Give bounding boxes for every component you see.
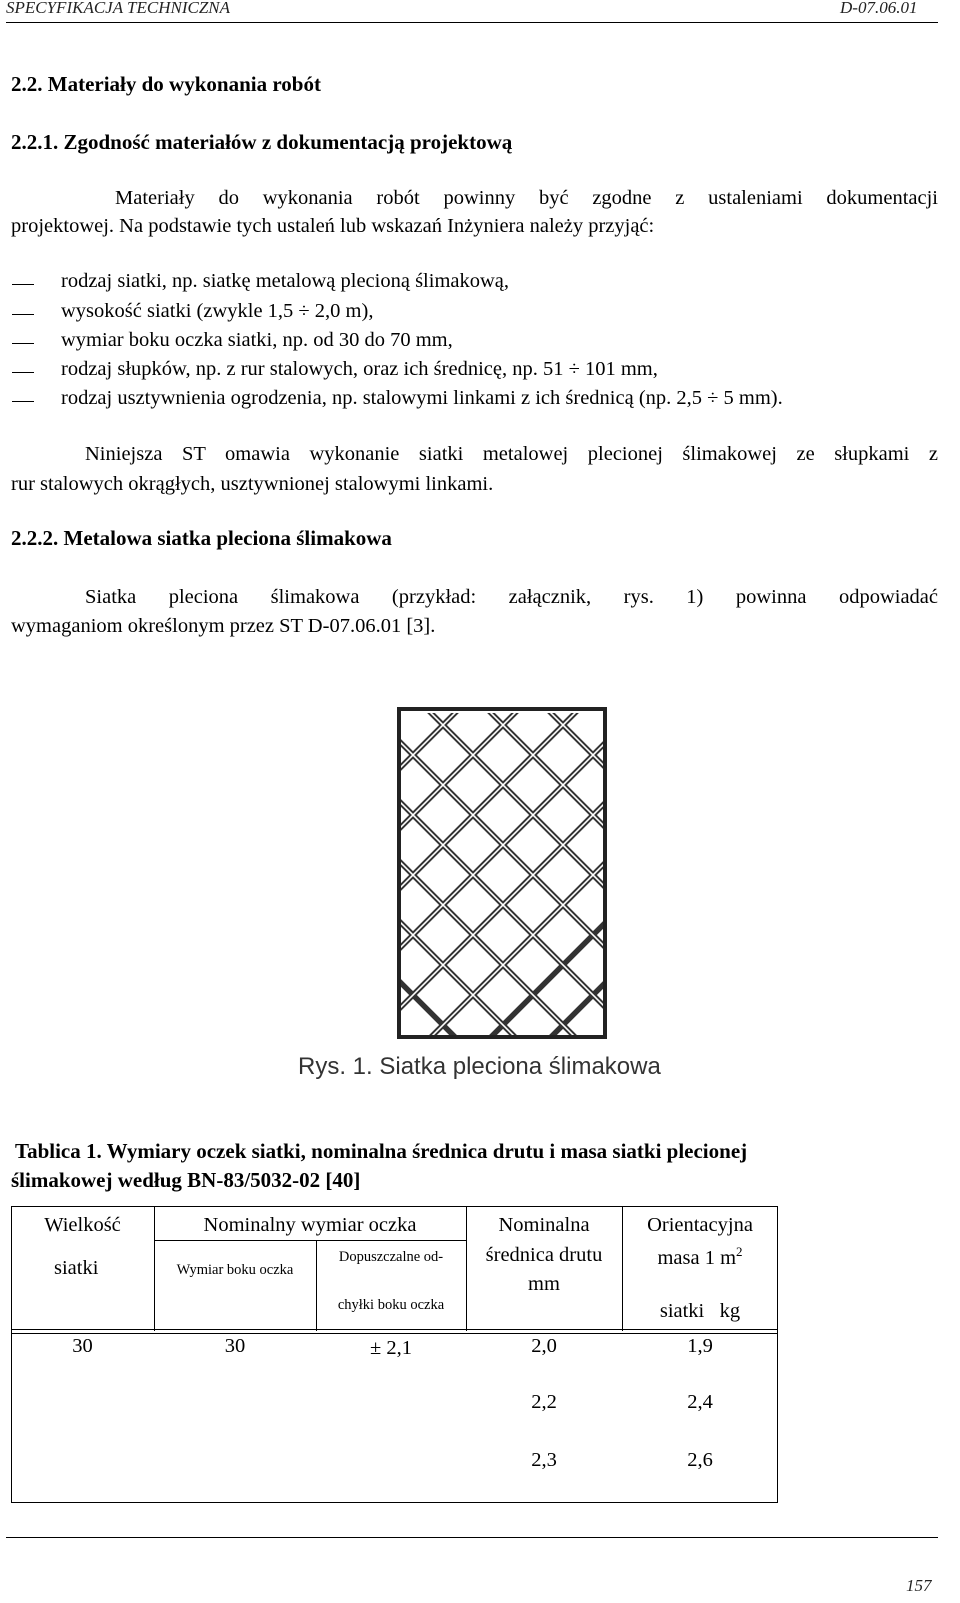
section-2-2-heading: 2.2. Materiały do wykonania robót — [11, 72, 321, 96]
cell-diameter: 2,0 — [531, 1335, 557, 1357]
header-diam-2: średnica drutu — [485, 1244, 603, 1266]
mesh-para-line-2: wymaganiom określonym przez ST D-07.06.01 [3]. — [11, 615, 436, 637]
header-diam-3: mm — [528, 1273, 560, 1295]
header-size-2: siatki — [54, 1257, 99, 1279]
st-para-line-1: Niniejsza ST omawia wykonanie siatki metalowej plecionej ślimakowej ze słupkami z — [85, 443, 938, 465]
header-diam-1: Nominalna — [498, 1214, 590, 1236]
list-dash — [12, 314, 34, 315]
footer-rule — [6, 1537, 938, 1538]
header-side: Wymiar boku oczka — [176, 1262, 294, 1278]
header-nominal: Nominalny wymiar oczka — [203, 1214, 417, 1236]
list-dash — [12, 284, 34, 285]
list-item: rodzaj siatki, np. siatkę metalową plecioną ślimakową, — [61, 270, 510, 292]
figure-caption: Rys. 1. Siatka pleciona ślimakowa — [298, 1053, 661, 1080]
header-rule — [6, 22, 938, 23]
header-mass-2: masa 1 $m^2$ — [657, 1244, 743, 1269]
header-left: SPECYFIKACJA TECHNICZNA — [6, 0, 231, 17]
cell-mass: 2,4 — [687, 1391, 713, 1413]
cell-size: 30 — [72, 1335, 93, 1357]
list-dash — [12, 401, 34, 402]
st-para-line-2: rur stalowych okrągłych, usztywnionej stalowymi linkami. — [11, 473, 494, 495]
header-dev-1: Dopuszczalne od- — [338, 1249, 444, 1265]
cell-mass: 1,9 — [687, 1335, 713, 1357]
table-hline — [11, 1329, 778, 1330]
table-title-line-2: ślimakowej według BN-83/5032-02 [40] — [11, 1168, 361, 1192]
table-hline — [11, 1333, 778, 1334]
header-right: D-07.06.01 — [840, 0, 918, 17]
list-dash — [12, 372, 34, 373]
intro-line-1: Materiały do wykonania robót powinny być zgodne z ustaleniami dokumentacji — [115, 187, 938, 209]
mesh-para-line-1: Siatka pleciona ślimakowa (przykład: załącznik, rys. 1) powinna odpowiadać — [85, 586, 938, 608]
list-item: rodzaj usztywnienia ogrodzenia, np. stalowymi linkami z ich średnicą (np. 2,5 ÷ 5 mm). — [61, 387, 783, 409]
header-mass-3: siatki kg — [659, 1300, 741, 1322]
cell-deviation: ± 2,1 — [369, 1337, 412, 1359]
mesh-frame — [399, 709, 605, 1037]
list-item: wymiar boku oczka siatki, np. od 30 do 70 mm, — [61, 329, 453, 351]
page-number: 157 — [906, 1576, 932, 1595]
cell-diameter: 2,3 — [531, 1449, 557, 1471]
intro-line-2: projektowej. Na podstawie tych ustaleń lub wskazań Inżyniera należy przyjąć: — [11, 215, 655, 237]
header-size-1: Wielkość — [44, 1214, 121, 1236]
list-item: rodzaj słupków, np. z rur stalowych, oraz ich średnicę, np. 51 ÷ 101 mm, — [61, 358, 658, 380]
section-2-2-2-heading: 2.2.2. Metalowa siatka pleciona ślimakowa — [11, 526, 392, 550]
section-2-2-1-heading: 2.2.1. Zgodność materiałów z dokumentacją projektową — [11, 130, 513, 154]
header-mass-1: Orientacyjna — [647, 1214, 753, 1236]
header-dev-2: chyłki boku oczka — [337, 1297, 445, 1313]
cell-mass: 2,6 — [687, 1449, 713, 1471]
cell-side: 30 — [224, 1335, 246, 1357]
mesh-figure — [393, 695, 623, 1045]
list-dash — [12, 343, 34, 344]
list-item: wysokość siatki (zwykle 1,5 ÷ 2,0 m), — [61, 300, 374, 322]
table-title-line-1: Tablica 1. Wymiary oczek siatki, nominalna średnica drutu i masa siatki plecionej — [15, 1139, 748, 1163]
table-hline — [154, 1240, 466, 1241]
cell-diameter: 2,2 — [531, 1391, 557, 1413]
